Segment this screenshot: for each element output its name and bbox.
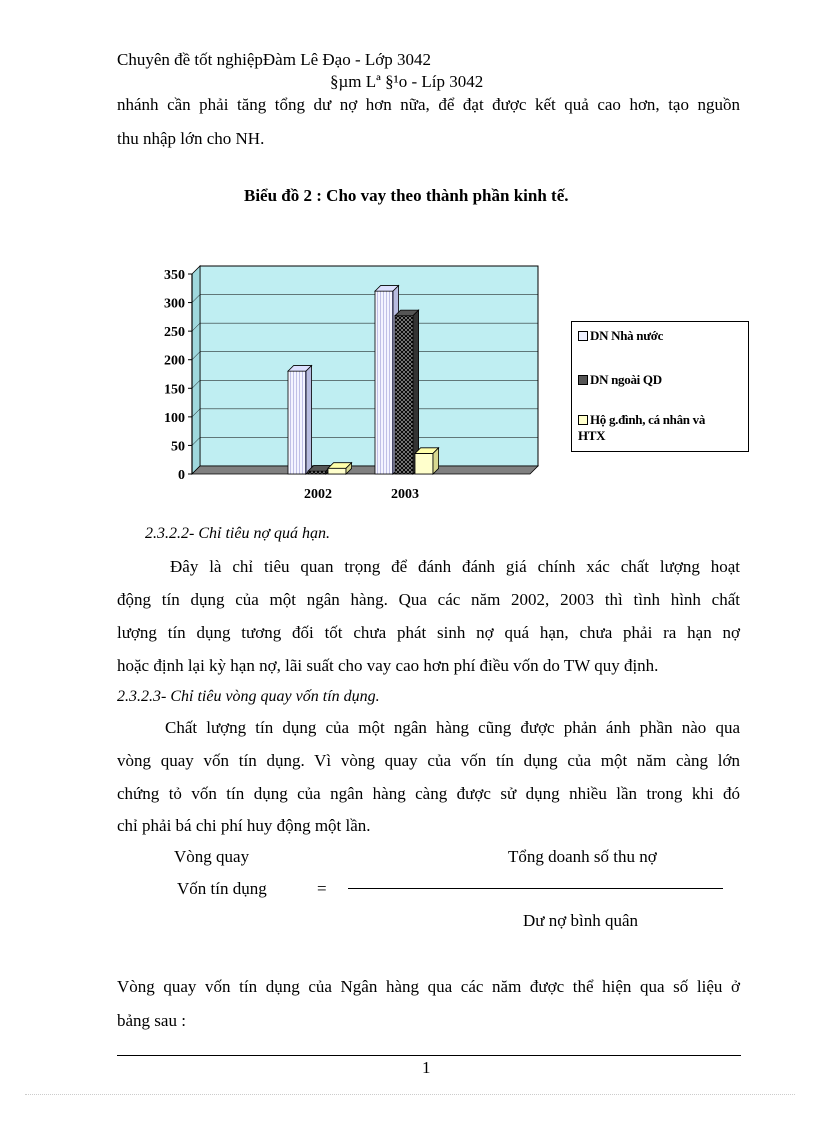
outro-line-2: bảng sau :	[117, 1011, 186, 1030]
chart-legend	[571, 321, 749, 452]
p1-line-2: động tín dụng của một ngân hàng. Qua các năm 2002, 2003 thì tình hình chất	[117, 590, 740, 609]
y-tick-label: 200	[164, 353, 185, 369]
plot-floor	[192, 466, 538, 474]
formula-denominator: Dư nợ bình quân	[523, 911, 638, 930]
legend-swatch-3	[578, 415, 588, 425]
x-tick-label-2003: 2003	[391, 487, 419, 502]
y-tick-label: 100	[164, 410, 185, 426]
p1-line-3: lượng tín dụng tương đối tốt chưa phát sinh nợ quá hạn, chưa phải ra hạn nợ	[117, 623, 740, 642]
p2-line-3: chứng tỏ vốn tín dụng của ngân hàng càng được sử dụng nhiều lần trong khi đó	[117, 784, 740, 803]
p2-line-4: chỉ phải bá chi phí huy động một lần.	[117, 816, 371, 835]
page-number: 1	[422, 1058, 431, 1077]
y-tick-label: 300	[164, 296, 185, 312]
formula-lhs-1: Vòng quay	[174, 847, 250, 866]
formula-numerator: Tổng doanh số thu nợ	[508, 847, 657, 866]
formula-equals: =	[317, 879, 327, 898]
footer-rule	[117, 1055, 741, 1056]
legend-label-3b: HTX	[578, 428, 606, 443]
bar-side-1-2002	[306, 366, 312, 474]
p1-line-1: Đây là chỉ tiêu quan trọng để đánh đánh giá chính xác chất lượng hoạt	[170, 557, 740, 576]
chart-title: Biểu đồ 2 : Cho vay theo thành phần kinh tế.	[244, 186, 569, 205]
outro-line-1: Vòng quay vốn tín dụng của Ngân hàng qua các năm được thể hiện qua số liệu ở	[117, 977, 740, 996]
bar-3-2003	[415, 453, 433, 474]
legend-label-3a: Hộ g.đình, cá nhân và	[590, 412, 706, 427]
bar-2-2003	[395, 316, 413, 474]
bar-2-2002	[308, 471, 326, 474]
legend-item-dn-nha-nuoc	[578, 328, 663, 344]
bar-1-2002	[288, 371, 306, 474]
plot-side-wall	[192, 266, 200, 474]
bar-1-2003	[375, 291, 393, 474]
p2-line-2: vòng quay vốn tín dụng. Vì vòng quay của vốn tín dụng của một năm càng lớn	[117, 751, 740, 770]
header-line-1: Chuyên đề tốt nghiệpĐàm Lê Đạo - Lớp 3042	[117, 50, 431, 69]
legend-swatch-1	[578, 331, 588, 341]
x-tick-label-2002: 2002	[304, 487, 332, 502]
legend-item-dn-ngoai-qd	[578, 372, 662, 388]
legend-swatch-2	[578, 375, 588, 385]
p2-line-1: Chất lượng tín dụng của một ngân hàng cũng được phản ánh phần nào qua	[165, 718, 740, 737]
y-tick-label: 250	[164, 325, 185, 341]
legend-label-1: DN Nhà nước	[590, 328, 664, 343]
y-tick-label: 50	[171, 439, 185, 455]
legend-label-2: DN ngoài QD	[590, 372, 662, 387]
bar-side-2-2003	[413, 310, 419, 474]
legend-item-ho-gia-dinh	[578, 412, 705, 444]
header-line-2: §µm Lª §¹o - Líp 3042	[330, 72, 484, 91]
bar-3-2002	[328, 468, 346, 474]
section-heading-2-3-2-3: 2.3.2.3- Chỉ tiêu vòng quay vốn tín dụng.	[117, 688, 380, 705]
y-tick-label: 150	[164, 382, 185, 398]
fraction-bar	[348, 888, 723, 889]
p1-line-4: hoặc định lại kỳ hạn nợ, lãi suất cho vay cao hơn phí điều vốn do TW quy định.	[117, 656, 659, 675]
y-tick-label: 0	[178, 468, 185, 483]
intro-line-2: thu nhập lớn cho NH.	[117, 129, 265, 148]
formula-lhs-2: Vốn tín dụng	[177, 879, 267, 898]
plot-area	[200, 266, 538, 466]
bar-chart	[140, 262, 560, 512]
section-heading-2-3-2-2: 2.3.2.2- Chỉ tiêu nợ quá hạn.	[145, 525, 330, 542]
y-tick-label: 350	[164, 268, 185, 283]
intro-line-1: nhánh cần phải tăng tổng dư nợ hơn nữa, để đạt được kết quả cao hơn, tạo nguồn	[117, 95, 740, 114]
page-edge-dots	[25, 1094, 795, 1095]
